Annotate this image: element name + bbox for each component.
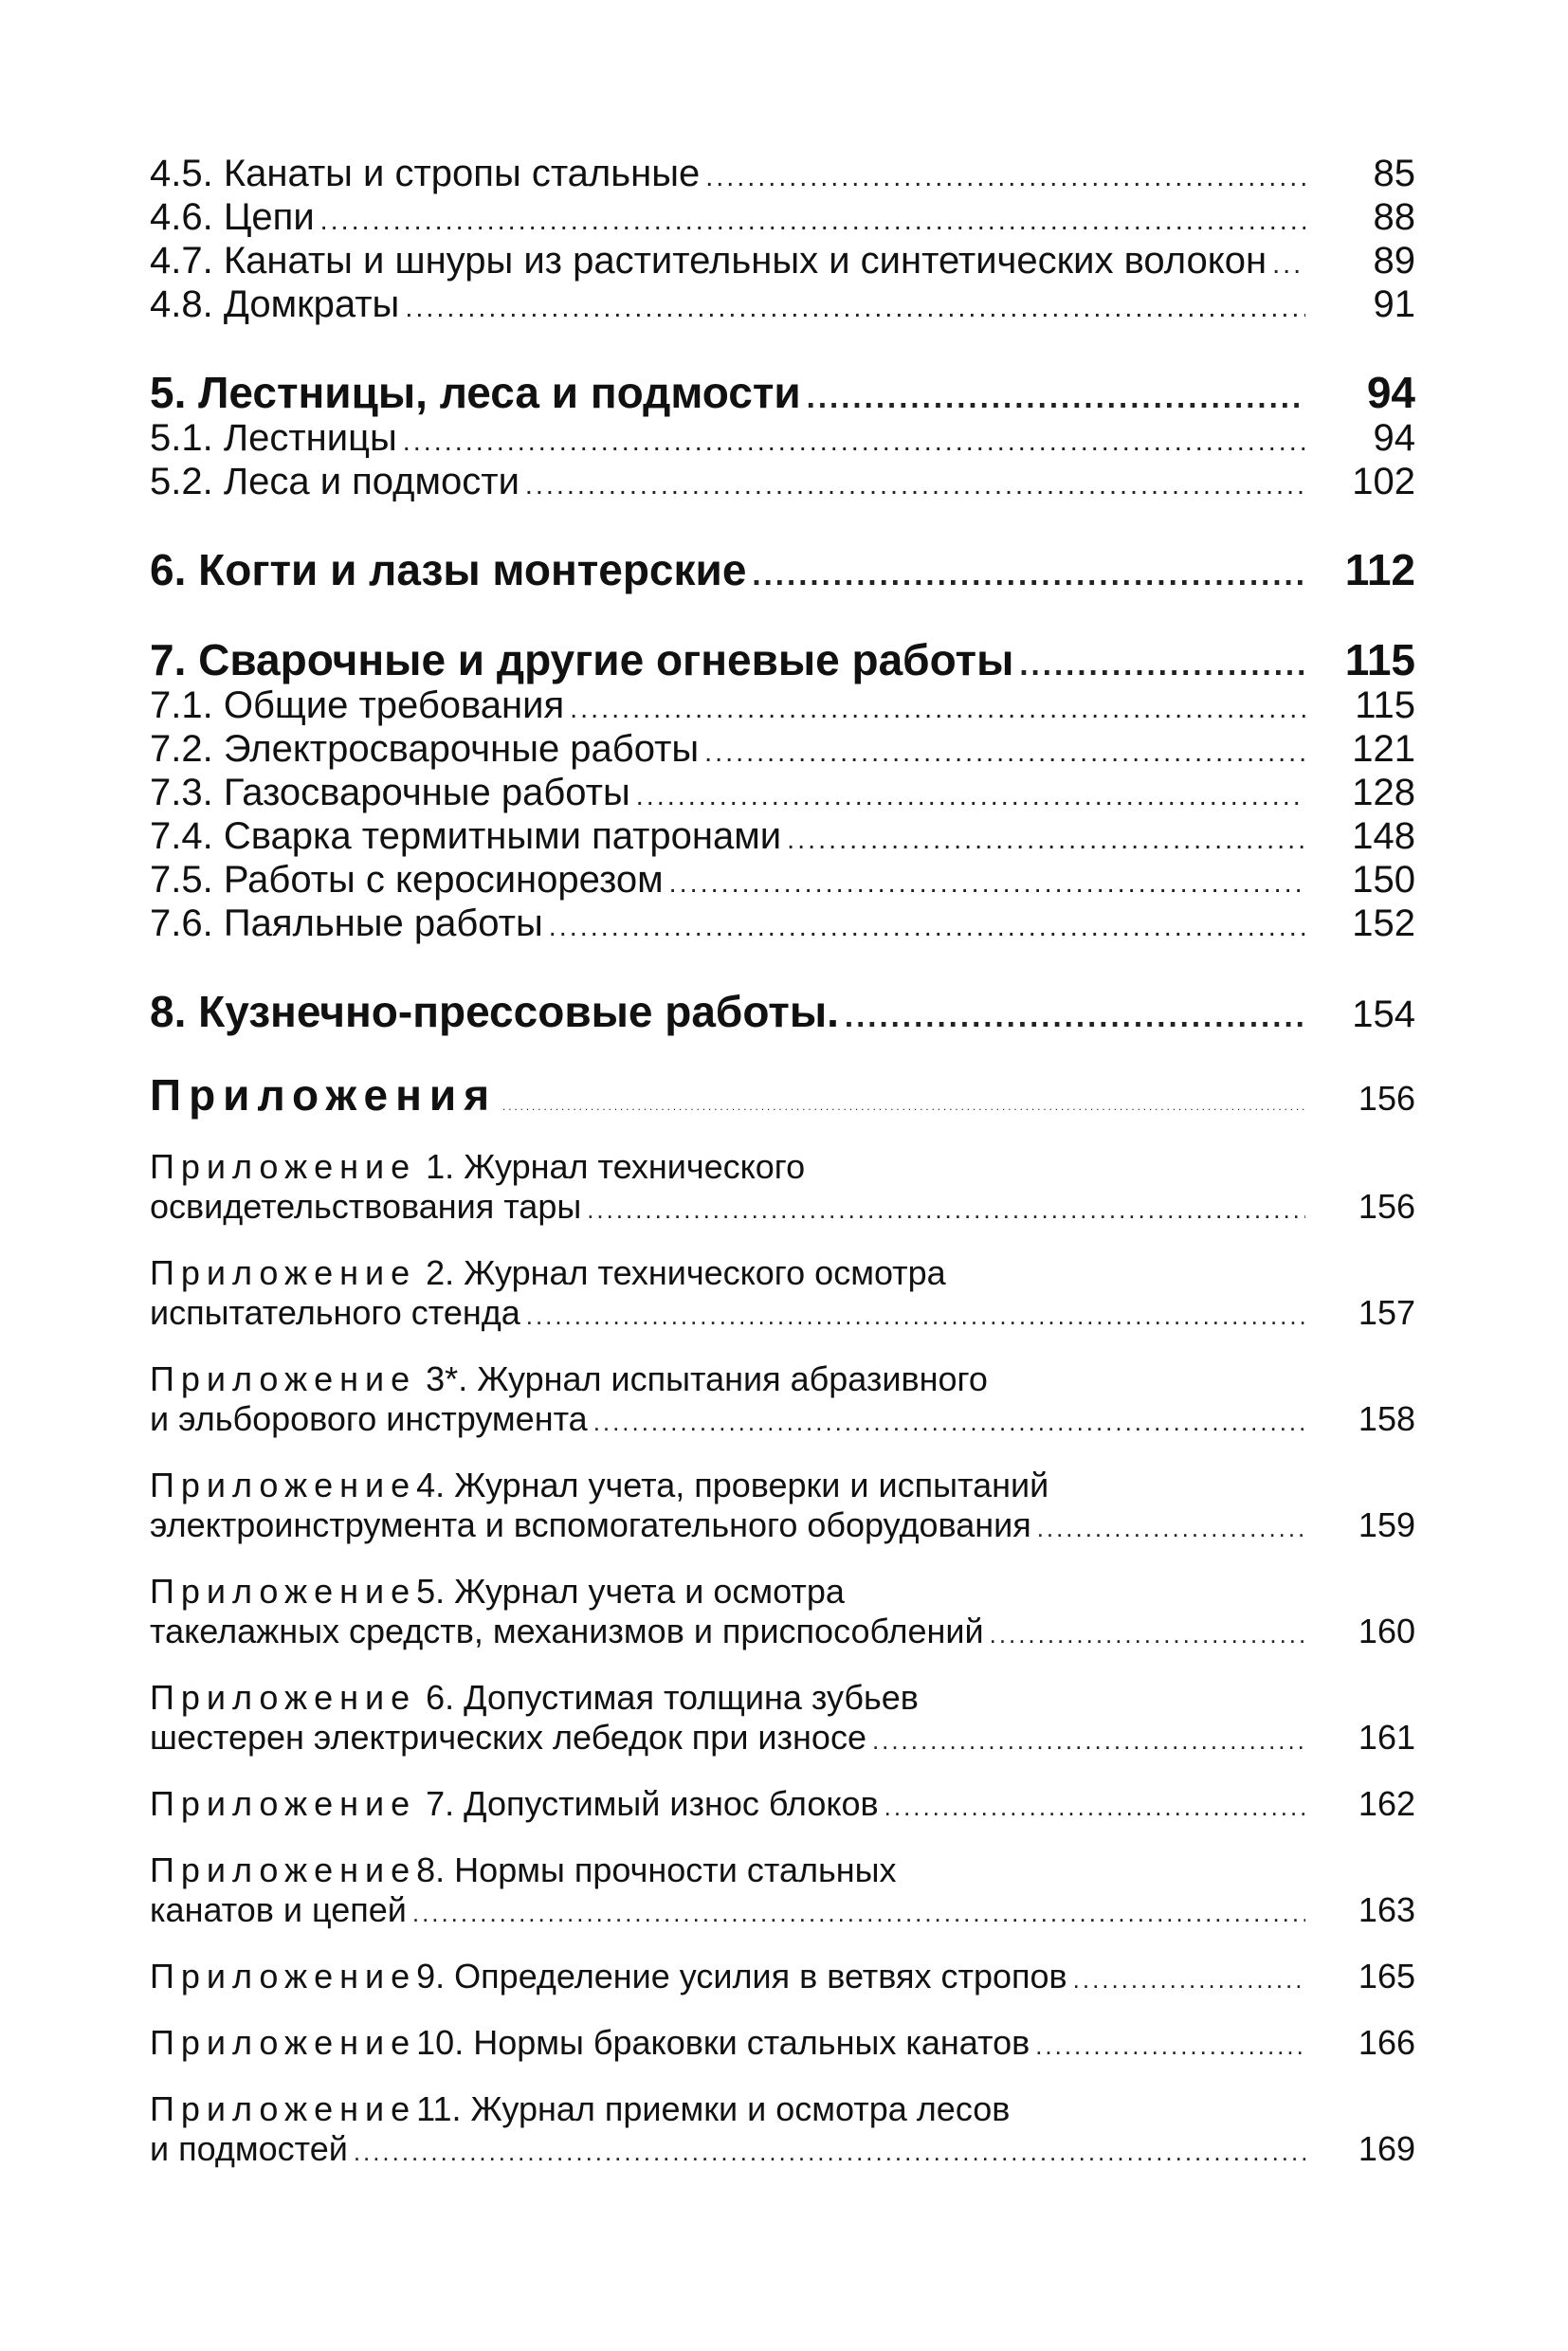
- toc-entry[interactable]: [150, 152, 1415, 195]
- appendix-label: [150, 1784, 879, 1824]
- page-number: 128: [1352, 772, 1415, 813]
- toc-entry[interactable]: [150, 727, 1415, 771]
- appendix-entry[interactable]: [150, 1572, 1415, 1655]
- page-number: 161: [1358, 1718, 1415, 1757]
- appendix-entry[interactable]: [150, 1466, 1415, 1549]
- dot-leader: [872, 1722, 1305, 1761]
- dot-leader: [636, 775, 1305, 818]
- table-of-contents: [150, 152, 1415, 2196]
- dot-leader: [593, 1403, 1305, 1443]
- dot-leader: [1019, 642, 1305, 689]
- appendix-line: [150, 2023, 1415, 2067]
- appendix-title-cont: и подмостей: [150, 2129, 348, 2168]
- appendix-line: [150, 1612, 1415, 1655]
- page-number: 89: [1373, 240, 1415, 282]
- section-7-items: [150, 683, 1415, 945]
- appendix-title-cont: шестерен электрических лебедок при износе: [150, 1718, 866, 1757]
- page-number: 163: [1358, 1890, 1415, 1929]
- toc-entry[interactable]: [150, 460, 1415, 503]
- appendix-title: 3*. Журнал испытания абразивного: [416, 1359, 988, 1398]
- page-number: 156: [1358, 1187, 1415, 1226]
- entry-label: 4.7. Канаты и шнуры из растительных и синтетических волокон: [150, 240, 1267, 282]
- entry-label: 7.6. Паяльные работы: [150, 902, 543, 944]
- appendix-line: [150, 1293, 1415, 1337]
- appendix-line: [150, 1957, 1415, 2000]
- dot-leader: [549, 905, 1305, 949]
- appendix-line: [150, 1784, 1415, 1828]
- appendix-title: 6. Допустимая толщина зубьев: [416, 1678, 919, 1717]
- dot-leader: [320, 199, 1305, 243]
- section-5-heading[interactable]: [150, 369, 1415, 416]
- section-6-heading[interactable]: [150, 546, 1415, 593]
- page-number: 165: [1358, 1957, 1415, 1996]
- dot-leader: [807, 374, 1305, 422]
- section-4-items: [150, 152, 1415, 326]
- entry-label: 5.1. Лестницы: [150, 417, 397, 459]
- appendix-entry[interactable]: [150, 2023, 1415, 2067]
- dot-leader: [412, 1894, 1305, 1934]
- page-number: 160: [1358, 1612, 1415, 1650]
- appendix-line: [150, 1187, 1415, 1230]
- appendices-heading[interactable]: [150, 1071, 1415, 1119]
- section-7-heading[interactable]: [150, 636, 1415, 683]
- page-number: 94: [1366, 368, 1415, 417]
- appendix-line: [150, 1890, 1415, 1934]
- appendix-prefix: Приложение: [150, 1678, 417, 1717]
- page-number: 154: [1352, 993, 1415, 1035]
- appendix-entry[interactable]: [150, 1850, 1415, 1934]
- appendix-prefix: Приложение: [150, 1466, 417, 1504]
- dot-leader: [990, 1615, 1305, 1655]
- entry-label: 4.5. Канаты и стропы стальные: [150, 153, 701, 194]
- toc-entry[interactable]: [150, 239, 1415, 282]
- section-title: 8. Кузнечно-прессовые работы.: [150, 987, 839, 1036]
- dot-leader: [1035, 2027, 1305, 2067]
- appendix-entry[interactable]: [150, 2089, 1415, 2173]
- toc-entry[interactable]: [150, 858, 1415, 902]
- appendix-prefix: Приложение: [150, 2089, 417, 2128]
- appendix-entry[interactable]: [150, 1957, 1415, 2000]
- dot-leader: [669, 862, 1305, 905]
- toc-entry[interactable]: [150, 683, 1415, 727]
- appendix-line: [150, 1718, 1415, 1761]
- dot-leader: [354, 2133, 1305, 2173]
- section-5-items: [150, 416, 1415, 503]
- appendix-line: [150, 1505, 1415, 1549]
- appendix-title-cont: освидетельствования тары: [150, 1187, 582, 1226]
- appendix-line: [150, 1678, 1415, 1718]
- page-number: 88: [1373, 196, 1415, 238]
- appendix-title: 4. Журнал учета, проверки и испытаний: [416, 1466, 1049, 1504]
- appendix-title: 5. Журнал учета и осмотра: [416, 1572, 845, 1611]
- appendix-title-cont: и эльборового инструмента: [150, 1399, 588, 1438]
- entry-label: 4.6. Цепи: [150, 196, 315, 238]
- dot-leader: [526, 1297, 1305, 1337]
- appendix-line: [150, 1850, 1415, 1890]
- appendix-line: [150, 1572, 1415, 1612]
- toc-entry[interactable]: [150, 814, 1415, 858]
- toc-entry[interactable]: [150, 195, 1415, 239]
- appendix-line: [150, 1359, 1415, 1399]
- appendix-prefix: Приложение: [150, 1253, 417, 1292]
- page-number: 152: [1352, 902, 1415, 944]
- page-number: 169: [1358, 2129, 1415, 2168]
- dot-leader: [525, 464, 1305, 507]
- dot-leader: [403, 420, 1305, 464]
- appendix-title: 8. Нормы прочности стальных: [416, 1850, 897, 1889]
- section-title: 6. Когти и лазы монтерские: [150, 545, 747, 594]
- appendix-title-cont: такелажных средств, механизмов и приспособлений: [150, 1612, 984, 1650]
- appendix-prefix: Приложение: [150, 1572, 417, 1611]
- appendix-title-cont: испытательного стенда: [150, 1293, 520, 1332]
- page-number: 112: [1344, 545, 1415, 594]
- dot-leader: [587, 1191, 1305, 1230]
- dot-leader: [787, 818, 1305, 862]
- page-number: 166: [1358, 2023, 1415, 2062]
- appendix-title: 7. Допустимый износ блоков: [416, 1784, 879, 1823]
- appendix-prefix: Приложение: [150, 1850, 417, 1889]
- appendix-line: [150, 1466, 1415, 1505]
- appendix-line: [150, 2089, 1415, 2129]
- toc-entry[interactable]: [150, 902, 1415, 945]
- page-number: 157: [1358, 1293, 1415, 1332]
- appendix-entry[interactable]: [150, 1784, 1415, 1828]
- page-number: 94: [1373, 417, 1415, 459]
- appendix-entry[interactable]: [150, 1147, 1415, 1230]
- dot-leader: [570, 687, 1305, 731]
- appendix-prefix: Приложение: [150, 1784, 417, 1823]
- entry-label: 7.4. Сварка термитными патронами: [150, 815, 782, 857]
- appendix-title: 1. Журнал технического: [416, 1147, 806, 1186]
- appendix-label: [150, 1957, 1067, 1996]
- appendix-prefix: Приложение: [150, 1147, 417, 1186]
- appendix-title: 2. Журнал технического осмотра: [416, 1253, 946, 1292]
- entry-label: 7.2. Электросварочные работы: [150, 728, 700, 770]
- entry-label: 7.1. Общие требования: [150, 684, 565, 726]
- section-title: 5. Лестницы, леса и подмости: [150, 368, 801, 417]
- dot-leader: [1272, 243, 1305, 286]
- page-number: 115: [1344, 635, 1415, 684]
- entry-label: 4.8. Домкраты: [150, 283, 400, 325]
- appendix-entry[interactable]: [150, 1359, 1415, 1443]
- page-number: 115: [1355, 684, 1415, 726]
- appendix-prefix: Приложение: [150, 2023, 417, 2062]
- page-number: 162: [1358, 1784, 1415, 1823]
- appendix-line: [150, 1147, 1415, 1187]
- page-number: 159: [1358, 1505, 1415, 1544]
- appendix-list: [150, 1147, 1415, 2173]
- page-number: 156: [1358, 1079, 1415, 1118]
- dot-leader: [704, 731, 1305, 775]
- page-number: 85: [1373, 153, 1415, 194]
- appendix-title: 9. Определение усилия в ветвях стропов: [416, 1957, 1067, 1996]
- toc-entry[interactable]: [150, 771, 1415, 814]
- dot-leader: [1073, 1960, 1305, 2000]
- appendix-title: 11. Журнал приемки и осмотра лесов: [416, 2089, 1011, 2128]
- toc-entry[interactable]: [150, 282, 1415, 326]
- appendices-title: Приложения: [150, 1070, 498, 1120]
- appendix-label: [150, 2023, 1030, 2063]
- section-8-heading[interactable]: [150, 988, 1415, 1035]
- toc-entry[interactable]: [150, 416, 1415, 460]
- page-number: 158: [1358, 1399, 1415, 1438]
- dot-leader: [1037, 1509, 1305, 1549]
- page-number: 121: [1352, 728, 1415, 770]
- appendix-prefix: Приложение: [150, 1359, 417, 1398]
- entry-label: 5.2. Леса и подмости: [150, 461, 520, 502]
- dot-leader: [884, 1788, 1305, 1828]
- dot-leader: [405, 286, 1305, 330]
- page-number: 148: [1352, 815, 1415, 857]
- appendix-line: [150, 1399, 1415, 1443]
- appendix-line: [150, 2129, 1415, 2173]
- page-number: 91: [1373, 283, 1415, 325]
- dot-leader: [845, 993, 1305, 1041]
- appendix-title: 10. Нормы браковки стальных канатов: [416, 2023, 1030, 2062]
- appendix-prefix: Приложение: [150, 1957, 417, 1996]
- dot-leader: [705, 155, 1305, 199]
- appendix-entry[interactable]: [150, 1678, 1415, 1761]
- entry-label: 7.5. Работы с керосинорезом: [150, 859, 664, 901]
- appendix-title-cont: электроинструмента и вспомогательного оборудования: [150, 1505, 1031, 1544]
- section-title: 7. Сварочные и другие огневые работы: [150, 635, 1014, 684]
- appendix-title-cont: канатов и цепей: [150, 1890, 407, 1929]
- page-number: 102: [1352, 461, 1415, 502]
- dot-leader: [502, 1084, 1305, 1131]
- appendix-line: [150, 1253, 1415, 1293]
- dot-leader: [752, 552, 1305, 599]
- entry-label: 7.3. Газосварочные работы: [150, 772, 630, 813]
- page-number: 150: [1352, 859, 1415, 901]
- appendix-entry[interactable]: [150, 1253, 1415, 1337]
